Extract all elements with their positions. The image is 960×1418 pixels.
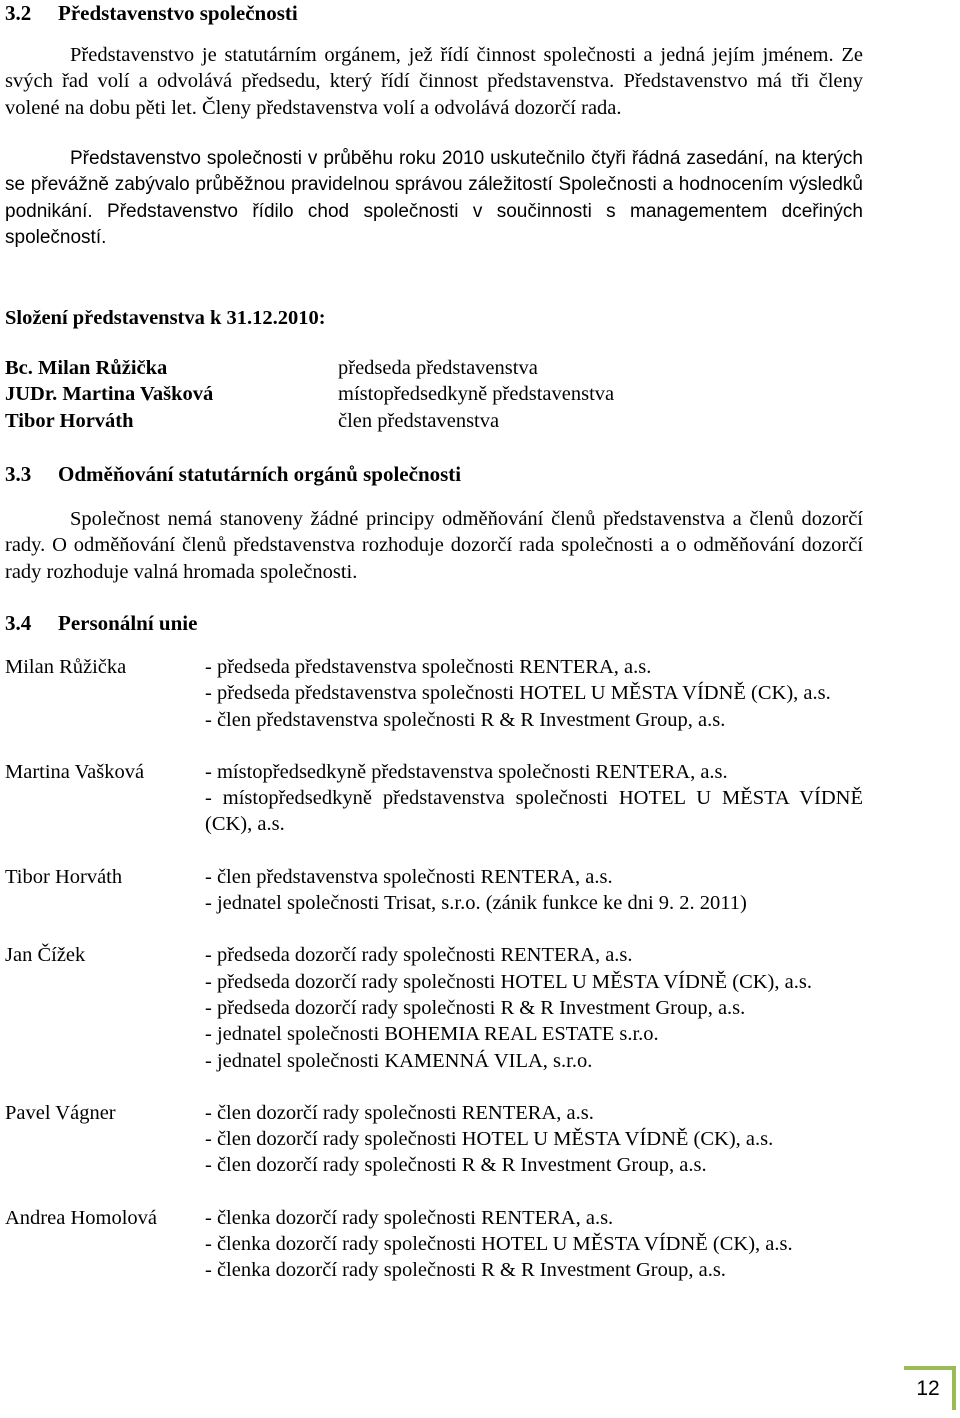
board-members-list [5,355,614,434]
person-roles [205,864,863,917]
person-entry [5,942,863,1073]
section-title: Personální unie [58,611,198,635]
board-member-row [5,408,614,434]
board-member-row [5,381,614,407]
member-name: JUDr. Martina Vašková [5,383,214,406]
person-name: Pavel Vágner [5,1101,116,1124]
section-number: 3.3 [5,462,32,486]
section-heading-3-4 [5,610,197,636]
person-name: Milan Růžička [5,656,127,678]
role-line: - členka dozorčí rady společnosti RENTERA, a.s. [205,1206,614,1229]
person-roles [205,1205,863,1284]
person-entry [5,1100,863,1179]
role-line: - členka dozorčí rady společnosti R & R Investment Group, a.s. [205,1259,726,1282]
role-line: - místopředsedkyně představenstva společnosti RENTERA, a.s. [205,760,728,783]
role-line: - člen představenstva společnosti R & R Investment Group, a.s. [205,708,726,731]
paragraph-remuneration: Společnost nemá stanoveny žádné principy odměňování členů představenstva a členů dozorčí rady. O odměňování členů představenstva rozhoduje dozorčí rada společnosti a o odměňování dozorčí rady rozhoduje valná hromada společnosti. [5,508,863,583]
role-line: - člen dozorčí rady společnosti HOTEL U MĚSTA VÍDNĚ (CK), a.s. [205,1128,774,1151]
role-line: - předseda dozorčí rady společnosti R & R Investment Group, a.s. [205,996,746,1019]
personal-union-list [5,654,863,1310]
paragraph-board-role: Představenstvo je statutárním orgánem, jež řídí činnost společnosti a jedná jejím jménem. Ze svých řad volí a odvolává předsedu, který řídí činnost představenstva. Představenstvo má tři členy volené na dobu pěti let. Členy představenstva volí a odvolává dozorčí rada. [5,44,863,119]
role-line: - člen dozorčí rady společnosti RENTERA, a.s. [205,1101,594,1124]
role-line: - členka dozorčí rady společnosti HOTEL U MĚSTA VÍDNĚ (CK), a.s. [205,1233,793,1256]
section-number: 3.2 [5,1,32,25]
person-roles [205,942,863,1073]
page-number: 12 [916,1377,940,1400]
role-line: - člen představenstva společnosti RENTERA, a.s. [205,865,613,888]
person-name: Tibor Horváth [5,865,123,888]
person-name: Jan Čížek [5,944,86,967]
section-heading-3-2 [5,0,298,26]
role-line: - jednatel společnosti Trisat, s.r.o. (zánik funkce ke dni 9. 2. 2011) [205,892,747,915]
person-entry [5,864,863,917]
member-role: člen představenstva [338,409,500,432]
person-roles [205,654,863,733]
board-composition-title: Složení představenstva k 31.12.2010: [5,307,326,329]
person-name: Andrea Homolová [5,1206,157,1229]
person-roles [205,1100,863,1179]
section-title: Odměňování statutárních orgánů společnosti [58,462,462,486]
role-line: - předseda představenstva společnosti RENTERA, a.s. [205,656,652,678]
role-line: - jednatel společnosti KAMENNÁ VILA, s.r.o. [205,1049,593,1072]
person-entry [5,759,863,838]
section-heading-3-3 [5,461,461,487]
person-roles [205,759,863,838]
role-line: - předseda dozorčí rady společnosti HOTEL U MĚSTA VÍDNĚ (CK), a.s. [205,970,812,993]
role-line: - místopředsedkyně představenstva společnosti HOTEL U MĚSTA VÍDNĚ (CK), a.s. [205,787,863,836]
person-entry [5,654,863,733]
section-title: Představenstvo společnosti [58,1,298,25]
role-line: - předseda dozorčí rady společnosti RENTERA, a.s. [205,944,633,967]
section-number: 3.4 [5,611,32,635]
member-name: Bc. Milan Růžička [5,357,168,379]
board-member-row [5,355,614,381]
member-name: Tibor Horváth [5,409,134,432]
person-name: Martina Vašková [5,760,145,783]
member-role: místopředsedkyně představenstva [338,383,615,406]
paragraph-board-meetings: Představenstvo společnosti v průběhu roku 2010 uskutečnilo čtyři řádná zasedání, na kterých se převážně zabývalo průběžnou pravidelnou správou záležitostí Společnosti a hodnocením výsledků podnikání. Představenstvo řídilo chod společnosti v součinnosti s managementem dceřiných společností. [5,148,863,248]
role-line: - člen dozorčí rady společnosti R & R Investment Group, a.s. [205,1154,707,1177]
person-entry [5,1205,863,1284]
role-line: - předseda představenstva společnosti HOTEL U MĚSTA VÍDNĚ (CK), a.s. [205,682,831,705]
member-role: předseda představenstva [338,357,538,379]
role-line: - jednatel společnosti BOHEMIA REAL ESTATE s.r.o. [205,1023,659,1046]
